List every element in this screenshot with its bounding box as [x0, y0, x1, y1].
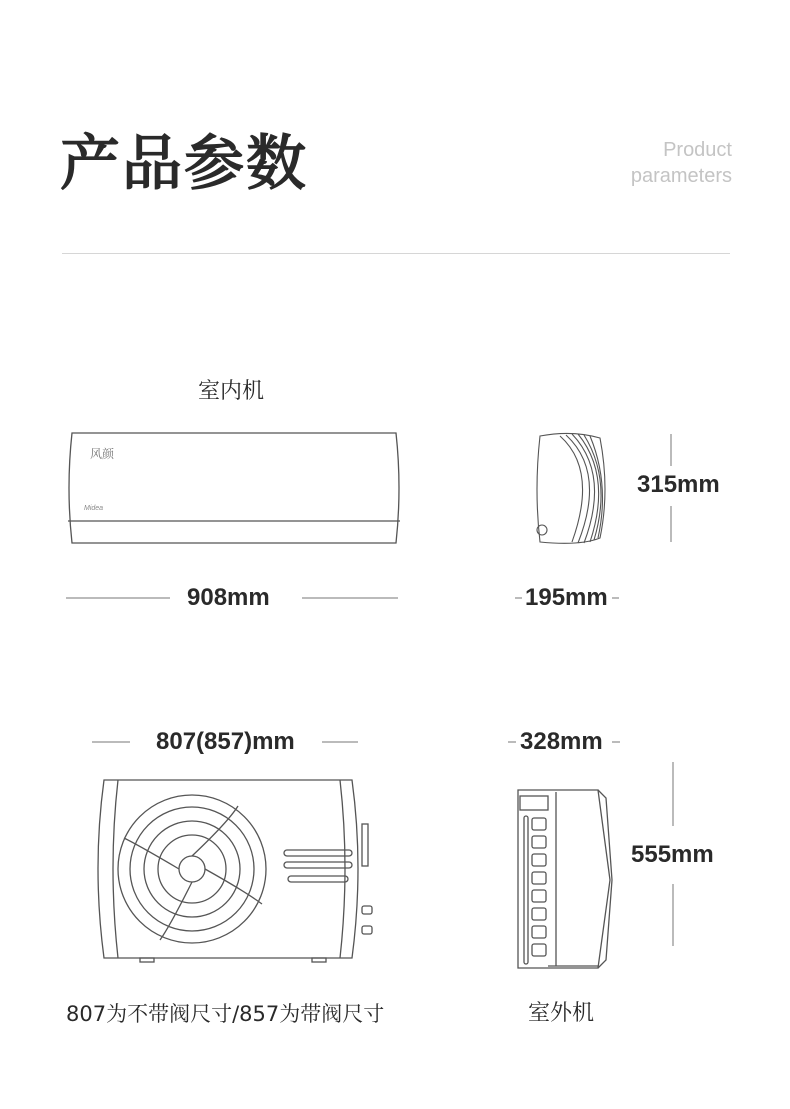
outdoor-unit-side-illustration	[518, 790, 612, 968]
indoor-unit-front-illustration	[68, 433, 400, 543]
outdoor-size-note: 807为不带阀尺寸/857为带阀尺寸	[66, 1002, 385, 1026]
indoor-dimension-lines	[66, 434, 671, 598]
subtitle-line-2: parameters	[630, 165, 732, 187]
outdoor-width-dimension: 807(857)mm	[156, 728, 295, 755]
outdoor-unit-label: 室外机	[528, 1001, 595, 1026]
page-title: 产品参数	[60, 129, 308, 199]
indoor-unit-label: 室内机	[198, 379, 265, 404]
indoor-unit-side-illustration	[537, 433, 605, 543]
outdoor-height-dimension: 555mm	[631, 841, 714, 868]
indoor-depth-dimension: 195mm	[525, 584, 608, 611]
outdoor-unit-front-illustration	[98, 780, 372, 962]
subtitle-line-1: Product	[663, 139, 732, 161]
indoor-width-dimension: 908mm	[187, 584, 270, 611]
outdoor-depth-dimension: 328mm	[520, 728, 603, 755]
indoor-logo-text: Midea	[84, 505, 104, 512]
indoor-brand-text: 风颜	[90, 447, 115, 461]
indoor-height-dimension: 315mm	[637, 471, 720, 498]
